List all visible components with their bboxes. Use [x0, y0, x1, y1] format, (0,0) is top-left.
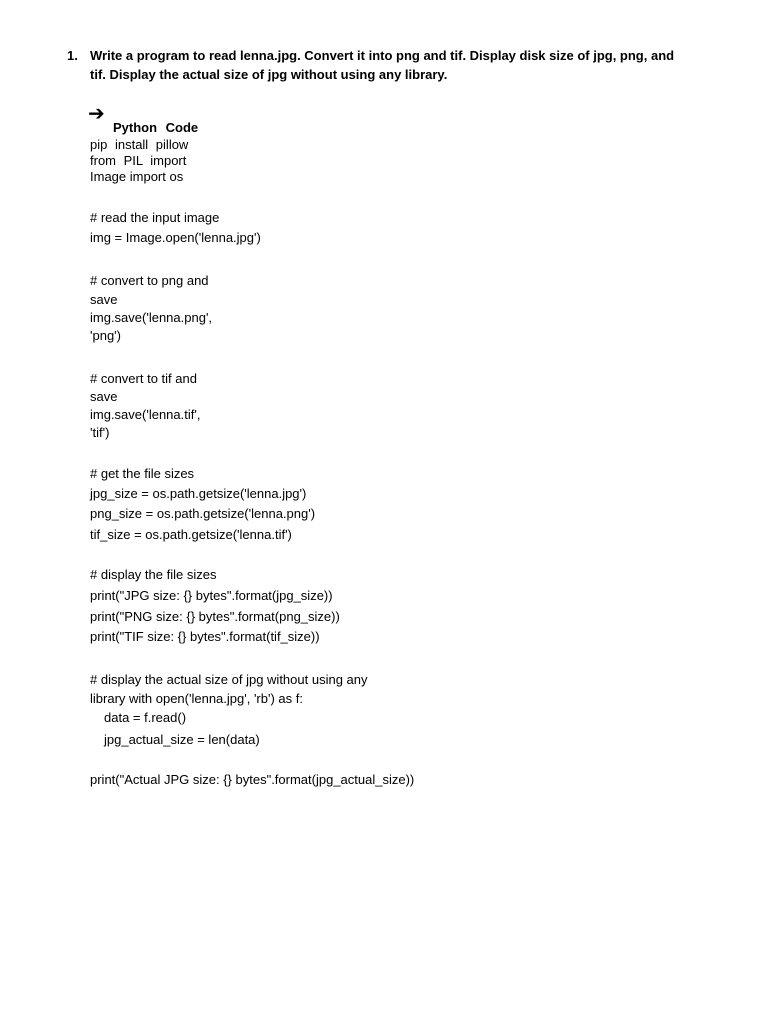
code-line: 'tif'): [90, 425, 110, 440]
code-line: tif_size = os.path.getsize('lenna.tif'): [90, 527, 292, 542]
code-line: img.save('lenna.png',: [90, 310, 213, 325]
code-line: library with open('lenna.jpg', 'rb') as f:: [90, 691, 303, 706]
code-line: img.save('lenna.tif',: [90, 407, 201, 422]
code-line: print("Actual JPG size: {} bytes".format(jpg_actual_size)): [90, 772, 415, 787]
code-comment: # display the actual size of jpg without using any: [90, 672, 368, 687]
code-line: png_size = os.path.getsize('lenna.png'): [90, 506, 316, 521]
code-line: Image import os: [90, 169, 184, 184]
code-comment: # read the input image: [90, 210, 220, 225]
code-comment: save: [90, 292, 118, 307]
code-comment: # display the file sizes: [90, 567, 217, 582]
code-line: jpg_actual_size = len(data): [104, 732, 260, 747]
arrow-icon: ➔: [88, 103, 105, 125]
code-heading: Python Code: [113, 120, 199, 135]
code-line: jpg_size = os.path.getsize('lenna.jpg'): [90, 486, 307, 501]
code-comment: # get the file sizes: [90, 466, 195, 481]
code-comment: # convert to tif and: [90, 371, 197, 386]
code-comment: save: [90, 389, 118, 404]
question-text: Write a program to read lenna.jpg. Convert it into png and tif. Display disk size of jpg, png, and tif. Display the actual size of jpg without using any library.: [90, 48, 675, 82]
question-number: 1.: [67, 48, 78, 63]
code-line: print("PNG size: {} bytes".format(png_size)): [90, 609, 340, 624]
code-comment: # convert to png and: [90, 273, 209, 288]
code-line: pip install pillow: [90, 137, 189, 152]
question: [67, 46, 687, 84]
code-line: data = f.read(): [104, 710, 187, 725]
code-line: from PIL import: [90, 153, 187, 168]
code-line: print("TIF size: {} bytes".format(tif_size)): [90, 629, 320, 644]
code-line: img = Image.open('lenna.jpg'): [90, 230, 261, 245]
code-line: print("JPG size: {} bytes".format(jpg_size)): [90, 588, 333, 603]
code-line: 'png'): [90, 328, 121, 343]
